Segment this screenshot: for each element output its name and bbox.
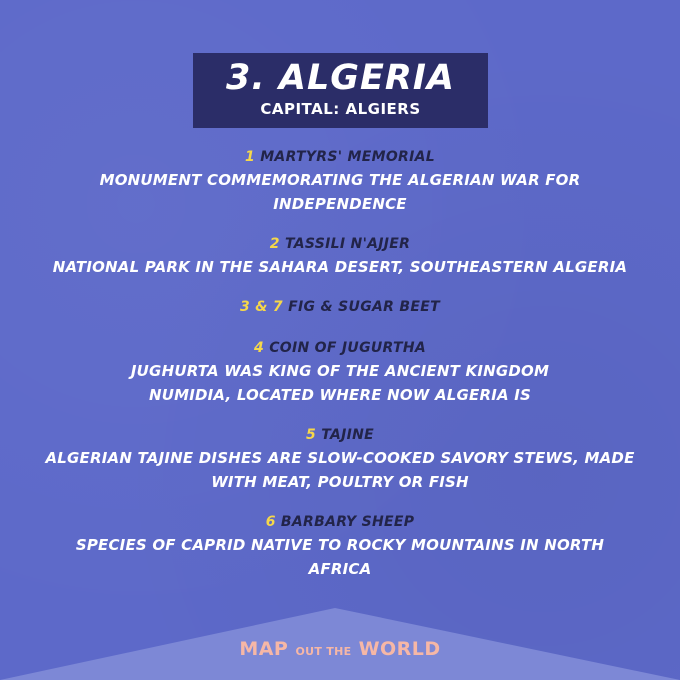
entry-name: TASSILI N'AJJER [284, 236, 411, 252]
entry-number: 1 [244, 149, 256, 165]
entry-5 [20, 424, 660, 494]
entry-description: JUGHURTA WAS KING OF THE ANCIENT KINGDOM NUMIDIA, LOCATED WHERE NOW ALGERIA IS [130, 362, 550, 404]
brand-word-map: MAP [239, 638, 289, 660]
entry-number: 6 [265, 514, 276, 530]
entry-heading [20, 337, 660, 359]
country-title: 3. ALGERIA [226, 58, 455, 98]
entry-list [20, 146, 660, 598]
entry-number: 3 & 7 [240, 299, 283, 315]
entry-description: SPECIES OF CAPRID NATIVE TO ROCKY MOUNTAINS IN NORTH AFRICA [75, 536, 605, 578]
entry-6 [20, 511, 660, 581]
entry-number: 5 [305, 427, 317, 443]
entry-name: COIN OF JUGURTHA [269, 340, 427, 356]
entry-name: BARBARY SHEEP [280, 514, 415, 530]
entry-name: TAJINE [321, 427, 375, 443]
entry-description: NATIONAL PARK IN THE SAHARA DESERT, SOUTHEASTERN ALGERIA [52, 258, 628, 276]
entry-name: MARTYRS' MEMORIAL [260, 149, 436, 165]
title-banner [193, 53, 488, 128]
entry-2 [20, 233, 660, 279]
entry-description: MONUMENT COMMEMORATING THE ALGERIAN WAR FOR INDEPENDENCE [99, 171, 581, 213]
entry-heading [20, 296, 660, 318]
entry-name: FIG & SUGAR BEET [288, 299, 440, 315]
entry-4 [20, 337, 660, 407]
capital-subtitle: CAPITAL: ALGIERS [260, 100, 421, 118]
entry-description: ALGERIAN TAJINE DISHES ARE SLOW-COOKED SAVORY STEWS, MADE WITH MEAT, POULTRY OR FISH [45, 449, 635, 491]
entry-number: 4 [253, 340, 265, 356]
brand-logo [0, 636, 680, 665]
entry-heading [20, 511, 660, 533]
entry-3 [20, 296, 660, 318]
entry-1 [20, 146, 660, 216]
entry-heading [20, 233, 660, 255]
entry-number: 2 [269, 236, 280, 252]
entry-heading [20, 146, 660, 168]
entry-heading [20, 424, 660, 446]
brand-word-out-the: OUT THE [295, 645, 352, 658]
brand-word-world: WORLD [358, 638, 441, 660]
